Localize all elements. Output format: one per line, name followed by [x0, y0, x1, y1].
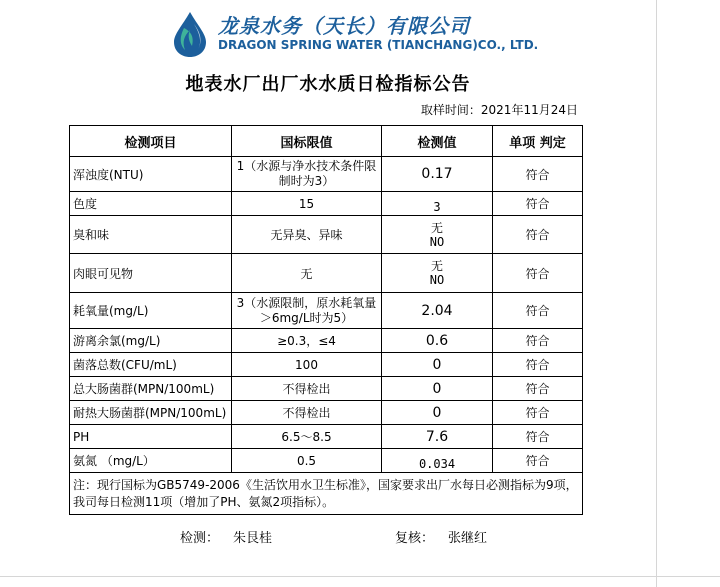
inspector-signature [180, 527, 272, 546]
row-limit: 3（水源限制，原水耗氧量＞6mg/L时为5） [232, 293, 382, 329]
row-limit: 1（水源与净水技术条件限制时为3） [232, 157, 382, 192]
table-row [70, 377, 583, 401]
table-row [70, 216, 583, 254]
row-item: 耐热大肠菌群(MPN/100mL) [70, 401, 232, 425]
row-value: 0 [382, 401, 493, 425]
header-item: 检测项目 [70, 126, 232, 157]
table-row [70, 329, 583, 353]
row-item: 总大肠菌群(MPN/100mL) [70, 377, 232, 401]
row-value: 3 [382, 192, 493, 216]
row-item: PH [70, 425, 232, 449]
row-result: 符合 [493, 449, 583, 473]
row-item: 浑浊度(NTU) [70, 157, 232, 192]
row-result: 符合 [493, 192, 583, 216]
row-value: 0.034 [382, 449, 493, 473]
row-value: 0.6 [382, 329, 493, 353]
table-row [70, 401, 583, 425]
row-item: 耗氧量(mg/L) [70, 293, 232, 329]
row-limit: 不得检出 [232, 401, 382, 425]
row-value: 无 [430, 259, 443, 273]
row-limit: 6.5～8.5 [232, 425, 382, 449]
row-result: 符合 [493, 329, 583, 353]
table-row [70, 293, 583, 329]
inspector-label: 检测： [180, 531, 220, 546]
row-value-cell [382, 216, 493, 254]
company-name-cn: 龙泉水务（天长）有限公司 [218, 14, 470, 38]
reviewer-label: 复核： [395, 531, 435, 546]
table-row [70, 353, 583, 377]
row-result: 符合 [493, 216, 583, 254]
row-limit: 无 [232, 254, 382, 293]
reviewer-name: 张继红 [448, 531, 488, 546]
table-row [70, 425, 583, 449]
table-row [70, 449, 583, 473]
row-item: 臭和味 [70, 216, 232, 254]
company-name-en: DRAGON SPRING WATER (TIANCHANG)CO., LTD. [218, 38, 539, 52]
table-row [70, 157, 583, 192]
row-item: 游离余氯(mg/L) [70, 329, 232, 353]
inspector-name: 朱艮桂 [233, 531, 273, 546]
row-result: 符合 [493, 254, 583, 293]
table-row [70, 254, 583, 293]
header-limit: 国标限值 [232, 126, 382, 157]
row-value-code: NO [429, 273, 445, 287]
water-quality-table [69, 125, 583, 515]
row-result: 符合 [493, 425, 583, 449]
row-limit: ≥0.3，≤4 [232, 329, 382, 353]
row-value: 0 [382, 377, 493, 401]
row-result: 符合 [493, 293, 583, 329]
row-result: 符合 [493, 353, 583, 377]
row-limit: 不得检出 [232, 377, 382, 401]
reviewer-signature [395, 527, 487, 546]
header-value: 检测值 [382, 126, 493, 157]
row-item: 菌落总数(CFU/mL) [70, 353, 232, 377]
row-value: 0 [382, 353, 493, 377]
page-title: 地表水厂出厂水水质日检指标公告 [185, 74, 471, 95]
header-result: 单项 判定 [493, 126, 583, 157]
water-drop-logo-icon [170, 10, 210, 58]
table-row [70, 192, 583, 216]
row-value: 无 [430, 220, 443, 235]
table-note: 注：现行国标为GB5749-2006《生活饮用水卫生标准》，国家要求出厂水每日必测指标为9项，我司每日检测11项（增加了PH、氨氮2项指标）。 [70, 473, 583, 515]
row-item: 肉眼可见物 [70, 254, 232, 293]
row-limit: 100 [232, 353, 382, 377]
row-value-code: NO [429, 234, 445, 249]
row-limit: 0.5 [232, 449, 382, 473]
row-item: 氨氮 （mg/L） [70, 449, 232, 473]
row-result: 符合 [493, 157, 583, 192]
row-result: 符合 [493, 401, 583, 425]
row-result: 符合 [493, 377, 583, 401]
sample-time: 取样时间：2021年11月24日 [420, 103, 578, 117]
page-edge-horizontal [0, 576, 720, 577]
table-header-row [70, 126, 583, 157]
row-value-cell [382, 254, 493, 293]
page-edge-vertical [656, 0, 657, 587]
row-value: 7.6 [382, 425, 493, 449]
row-value: 0.17 [382, 157, 493, 192]
table-note-row [70, 473, 583, 515]
row-item: 色度 [70, 192, 232, 216]
row-limit: 15 [232, 192, 382, 216]
row-value: 2.04 [382, 293, 493, 329]
row-limit: 无异臭、异味 [232, 216, 382, 254]
